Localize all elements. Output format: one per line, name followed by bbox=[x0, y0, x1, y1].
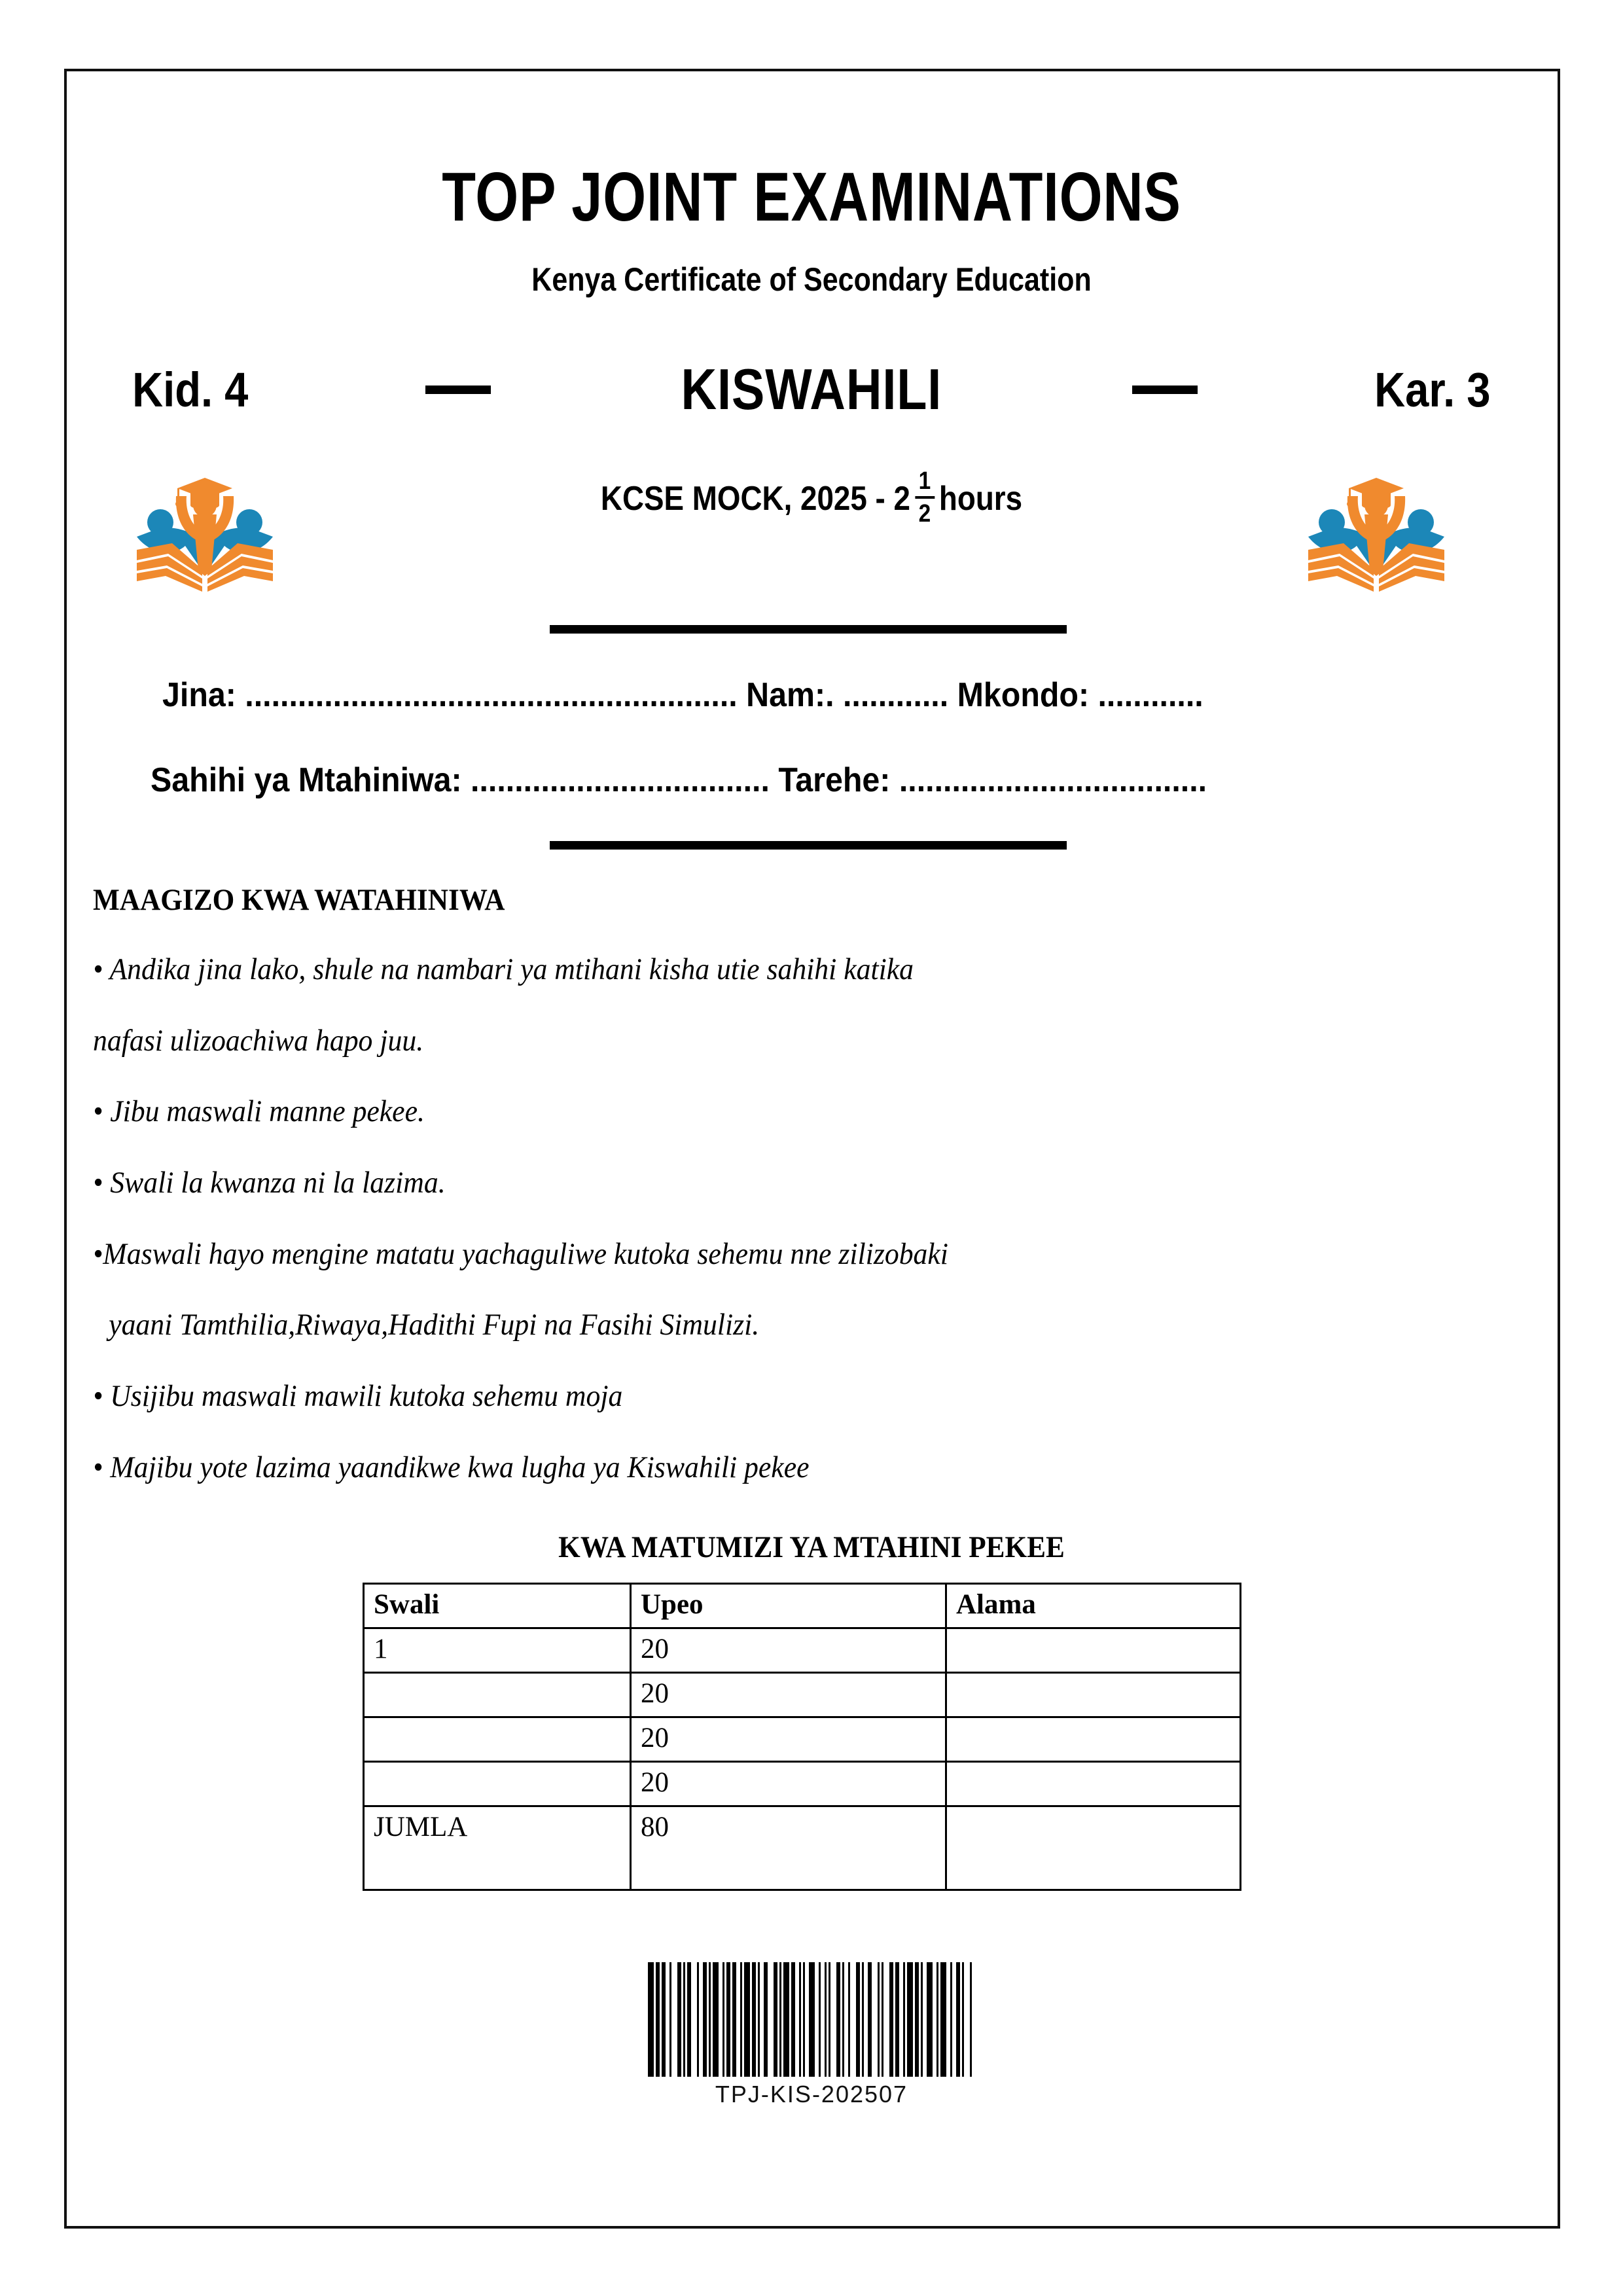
cell-swali bbox=[364, 1762, 631, 1806]
column-header-alama: Alama bbox=[946, 1584, 1241, 1628]
fraction-bar bbox=[915, 496, 935, 499]
table-row bbox=[364, 1717, 1241, 1762]
cell-swali: 1 bbox=[364, 1628, 631, 1673]
table-row bbox=[364, 1673, 1241, 1717]
instruction-item: • Swali la kwanza ni la lazima. bbox=[93, 1166, 446, 1200]
instructions-section bbox=[93, 882, 1500, 1522]
instruction-item: • Usijibu maswali mawili kutoka sehemu moja bbox=[93, 1379, 623, 1414]
marks-table-caption: KWA MATUMIZI YA MTAHINI PEKEE bbox=[558, 1530, 1065, 1564]
cell-alama[interactable] bbox=[946, 1673, 1241, 1717]
subject-name: KISWAHILI bbox=[681, 357, 942, 422]
cell-alama[interactable] bbox=[946, 1762, 1241, 1806]
fraction-numerator: 1 bbox=[918, 467, 931, 495]
cell-upeo: 20 bbox=[631, 1762, 946, 1806]
marks-table bbox=[363, 1583, 1241, 1891]
instruction-item: • Jibu maswali manne pekee. bbox=[93, 1094, 425, 1129]
cell-upeo-total: 80 bbox=[631, 1806, 946, 1890]
examination-logo-right bbox=[1306, 452, 1482, 596]
instructions-heading: MAAGIZO KWA WATAHINIWA bbox=[93, 883, 505, 917]
duration-prefix: KCSE MOCK, 2025 - 2 bbox=[600, 480, 910, 518]
barcode-icon bbox=[648, 1962, 976, 2077]
column-header-swali: Swali bbox=[364, 1584, 631, 1628]
candidate-name-field[interactable]: Jina: ........................................................ Nam:. ............ Mkondo: ............ bbox=[162, 676, 1204, 714]
cell-alama[interactable] bbox=[946, 1717, 1241, 1762]
cell-swali-total: JUMLA bbox=[364, 1806, 631, 1890]
exam-subtitle: Kenya Certificate of Secondary Education bbox=[531, 261, 1092, 298]
table-header-row bbox=[364, 1584, 1241, 1628]
paper-code-left: Kid. 4 bbox=[132, 362, 249, 417]
cell-upeo: 20 bbox=[631, 1717, 946, 1762]
subject-row bbox=[98, 347, 1525, 432]
candidate-signature-date-field[interactable]: Sahihi ya Mtahiniwa: .................................. Tarehe: ................................... bbox=[151, 761, 1207, 799]
table-row bbox=[364, 1628, 1241, 1673]
barcode-label: TPJ-KIS-202507 bbox=[715, 2081, 908, 2108]
cell-alama-total[interactable] bbox=[946, 1806, 1241, 1890]
dash-left-icon bbox=[425, 386, 491, 394]
column-header-upeo: Upeo bbox=[631, 1584, 946, 1628]
fraction-denominator: 2 bbox=[918, 500, 931, 528]
page-title: TOP JOINT EXAMINATIONS bbox=[442, 158, 1181, 236]
table-row-total bbox=[364, 1806, 1241, 1890]
table-row bbox=[364, 1762, 1241, 1806]
cell-alama[interactable] bbox=[946, 1628, 1241, 1673]
cell-swali bbox=[364, 1673, 631, 1717]
cell-upeo: 20 bbox=[631, 1673, 946, 1717]
cell-upeo: 20 bbox=[631, 1628, 946, 1673]
duration-suffix: hours bbox=[938, 480, 1023, 518]
instruction-item: • Majibu yote lazima yaandikwe kwa lugha ya Kiswahili pekee bbox=[93, 1450, 810, 1484]
instruction-item: • Andika jina lako, shule na nambari ya mtihani kisha utie sahihi katika bbox=[93, 952, 914, 986]
instruction-item: nafasi ulizoachiwa hapo juu. bbox=[93, 1023, 424, 1058]
instruction-item: •Maswali hayo mengine matatu yachaguliwe kutoka sehemu nne zilizobaki bbox=[93, 1236, 948, 1271]
examination-logo-left bbox=[134, 452, 311, 596]
dash-right-icon bbox=[1132, 386, 1198, 394]
divider-rule-top bbox=[550, 625, 1067, 634]
instruction-item: yaani Tamthilia,Riwaya,Hadithi Fupi na Fasihi Simulizi. bbox=[109, 1308, 760, 1342]
half-fraction bbox=[915, 469, 935, 526]
cell-swali bbox=[364, 1717, 631, 1762]
barcode-area bbox=[0, 1954, 1623, 2108]
paper-code-right: Kar. 3 bbox=[1374, 362, 1491, 417]
divider-rule-bottom bbox=[550, 841, 1067, 850]
